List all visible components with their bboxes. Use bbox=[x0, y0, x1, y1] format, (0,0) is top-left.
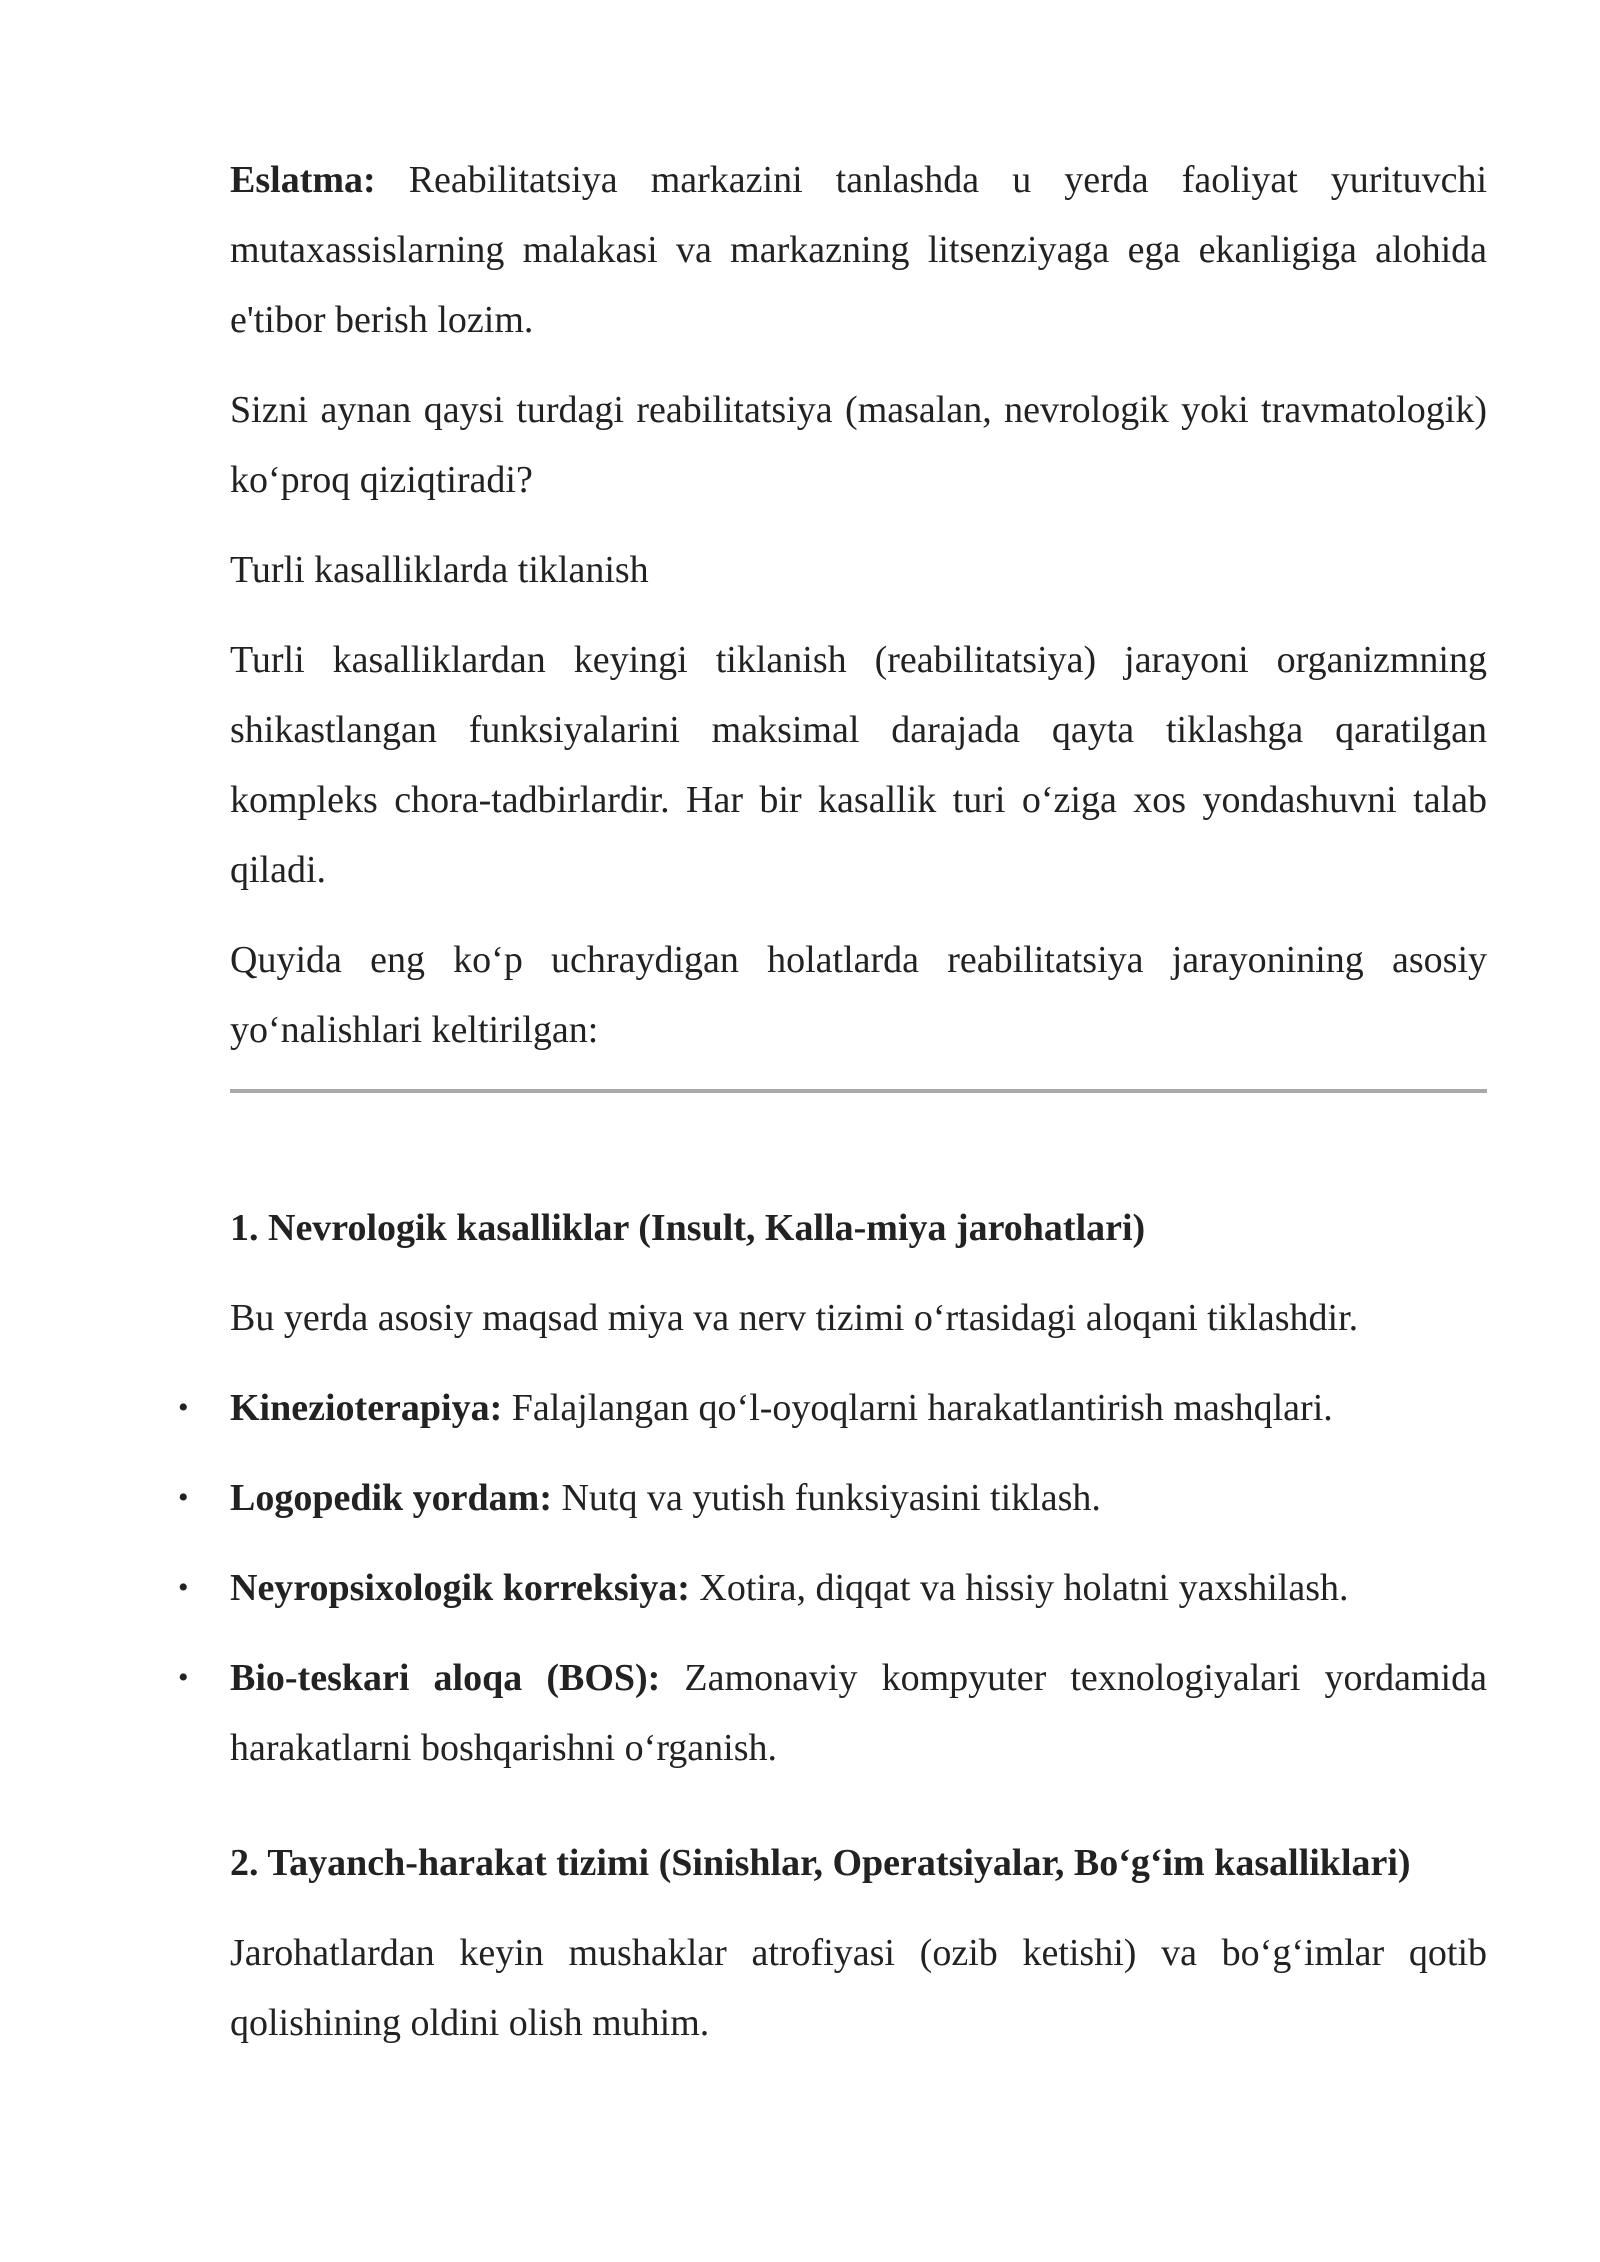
section-description-neurology: Bu yerda asosiy maqsad miya va nerv tizimi o‘rtasidagi aloqani tiklashdir. bbox=[230, 1297, 1359, 1339]
note-label: Eslatma: bbox=[230, 159, 376, 201]
section-description-musculoskeletal: Jarohatlardan keyin mushaklar atrofiyasi (ozib ketishi) va bo‘g‘imlar qotib qolishining oldini olish muhim. bbox=[230, 1932, 1487, 2044]
list-item-text: Zamonaviy kompyuter texnologiyalari yordamida harakatlarni boshqarishni o‘rganish. bbox=[230, 1657, 1487, 1769]
lead-paragraph: Quyida eng ko‘p uchraydigan holatlarda reabilitatsiya jarayonining asosiy yo‘nalishlari keltirilgan: bbox=[230, 939, 1487, 1051]
list-item bbox=[178, 1643, 1487, 1783]
bullet-icon: • bbox=[178, 1571, 189, 1604]
list-item bbox=[178, 1463, 1487, 1533]
list-item-text: Nutq va yutish funksiyasini tiklash. bbox=[551, 1477, 1101, 1519]
list-item-term: Logopedik yordam: bbox=[230, 1477, 552, 1519]
question-paragraph: Sizni aynan qaysi turdagi reabilitatsiya (masalan, nevrologik yoki travmatologik) ko‘proq qiziqtiradi? bbox=[230, 389, 1487, 501]
section-heading-musculoskeletal: 2. Tayanch-harakat tizimi (Sinishlar, Operatsiyalar, Bo‘g‘im kasalliklari) bbox=[230, 1842, 1411, 1884]
bullet-icon: • bbox=[178, 1391, 189, 1424]
bullet-icon: • bbox=[178, 1481, 189, 1514]
subtitle-paragraph: Turli kasalliklarda tiklanish bbox=[230, 549, 649, 591]
list-item bbox=[178, 1553, 1487, 1623]
list-item-term: Kinezioterapiya: bbox=[230, 1387, 503, 1429]
list-item-term: Bio-teskari aloqa (BOS): bbox=[230, 1657, 661, 1699]
list-item-text: Falajlangan qo‘l-oyoqlarni harakatlantirish mashqlari. bbox=[502, 1387, 1333, 1429]
note-text: Reabilitatsiya markazini tanlashda u yerda faoliyat yurituvchi mutaxassislarning malakasi va markazning litsenziyaga ega ekanligiga alohida e'tibor berish lozim. bbox=[230, 159, 1487, 341]
note-paragraph bbox=[230, 145, 1487, 355]
list-item-term: Neyropsixologik korreksiya: bbox=[230, 1567, 690, 1609]
intro-paragraph: Turli kasalliklardan keyingi tiklanish (reabilitatsiya) jarayoni organizmning shikastlangan funksiyalarini maksimal darajada qayta tiklashga qaratilgan kompleks chora-tadbirlardir. Har bir kasallik turi o‘ziga xos yondashuvni talab qiladi. bbox=[230, 639, 1487, 891]
section-heading-neurology: 1. Nevrologik kasalliklar (Insult, Kalla-miya jarohatlari) bbox=[230, 1207, 1146, 1249]
document-page bbox=[178, 145, 1487, 2058]
bullet-icon: • bbox=[178, 1661, 189, 1694]
list-item bbox=[178, 1373, 1487, 1443]
list-item-text: Xotira, diqqat va hissiy holatni yaxshilash. bbox=[689, 1567, 1349, 1609]
neurology-bullet-list bbox=[178, 1373, 1487, 1783]
horizontal-divider bbox=[230, 1089, 1487, 1093]
